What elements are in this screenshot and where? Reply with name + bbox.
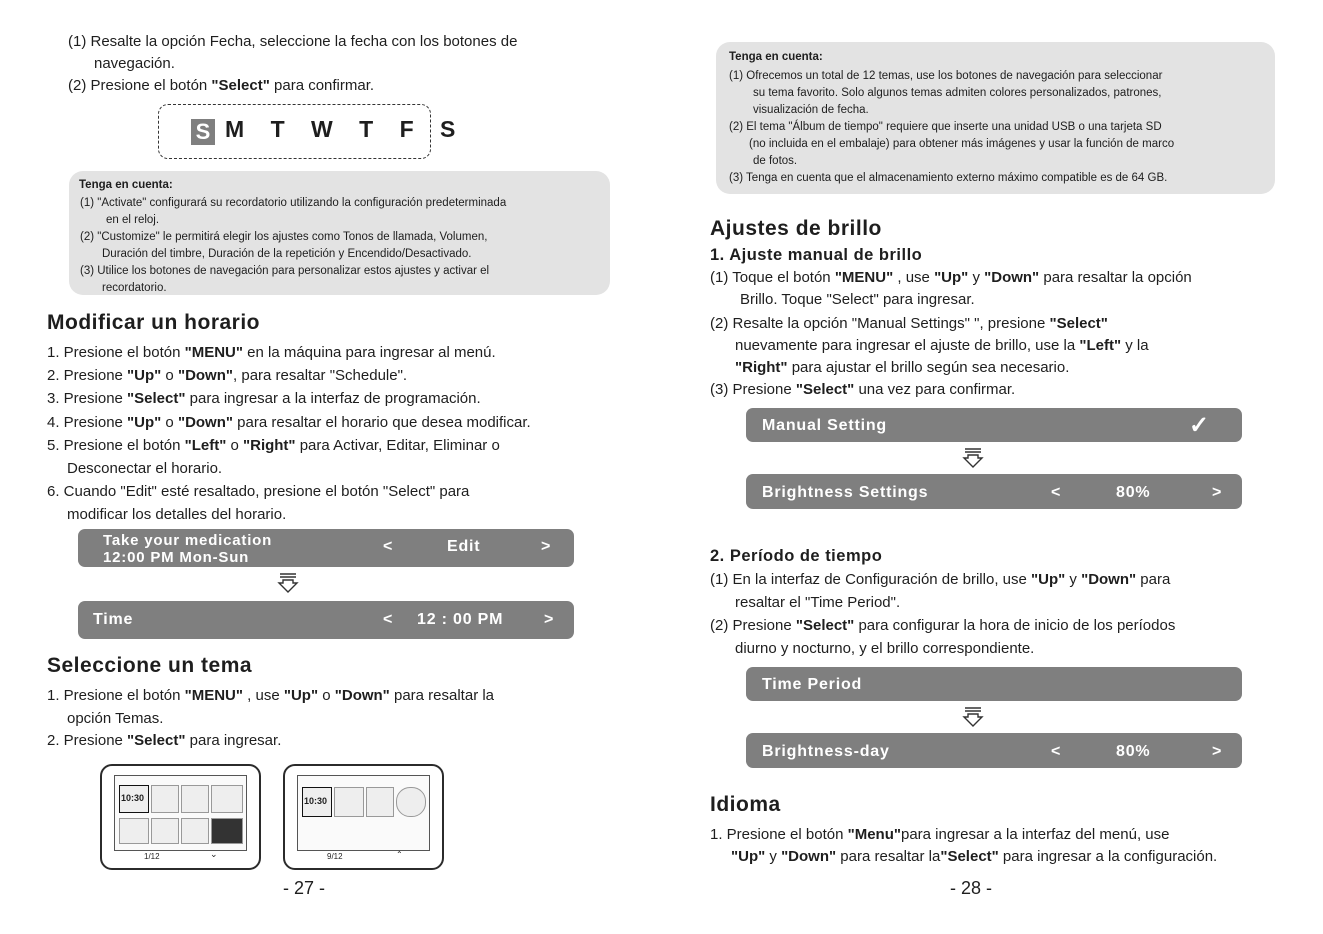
button-name: "Up" bbox=[127, 413, 162, 431]
text-run: para configurar la hora de inicio de los períodos bbox=[854, 617, 1176, 634]
text-run: para ingresar a la interfaz de programación. bbox=[185, 390, 481, 408]
text-run: 2. Presione bbox=[47, 367, 128, 385]
text-run: y la bbox=[1121, 337, 1149, 354]
text-run: , para resaltar "Schedule". bbox=[233, 367, 408, 385]
text-run: para resaltar la opción bbox=[1039, 269, 1192, 286]
text-run: o bbox=[318, 687, 335, 704]
button-name: "Select" bbox=[127, 732, 186, 749]
bar-value: 80% bbox=[1116, 743, 1151, 760]
text-run: en la máquina para ingresar al menú. bbox=[242, 344, 496, 361]
text-run: Desconectar el horario. bbox=[67, 460, 223, 478]
bar-value: Edit bbox=[447, 538, 481, 555]
tema-steps bbox=[47, 685, 494, 753]
step-line bbox=[47, 480, 531, 503]
text-run: y bbox=[1065, 571, 1082, 588]
step-line bbox=[47, 341, 531, 364]
subheading-periodo: 2. Período de tiempo bbox=[710, 547, 883, 565]
step-line bbox=[710, 313, 1192, 335]
text-run: para ingresar a la interfaz del menú, use bbox=[900, 826, 1170, 843]
text-run: Brillo. Toque "Select" para ingresar. bbox=[740, 291, 975, 308]
note-title: Tenga en cuenta: bbox=[79, 179, 173, 191]
text-run: opción Temas. bbox=[67, 709, 164, 727]
weekday: F bbox=[399, 116, 424, 142]
weekday: W bbox=[311, 116, 343, 142]
button-name: "Select" bbox=[795, 617, 855, 634]
chevron-left-icon: < bbox=[1051, 484, 1062, 501]
text-run: (2) Presione bbox=[710, 617, 796, 634]
weekday-highlight: S bbox=[191, 119, 215, 145]
bar-value: 12 : 00 PM bbox=[417, 611, 504, 628]
step-line bbox=[47, 434, 531, 457]
check-icon: ✓ bbox=[1189, 412, 1210, 439]
step-line bbox=[47, 364, 531, 387]
device-screen bbox=[297, 775, 430, 851]
step-line bbox=[68, 31, 517, 53]
device-page-indicator: 1/12 bbox=[144, 852, 160, 861]
step-line bbox=[47, 685, 494, 708]
manual-steps bbox=[710, 267, 1192, 401]
text-run: resaltar el "Time Period". bbox=[735, 593, 901, 611]
theme-tile bbox=[396, 787, 426, 817]
arrow-down-icon bbox=[962, 706, 984, 728]
page-number-left: - 27 - bbox=[283, 878, 326, 898]
text-run: diurno y nocturno, y el brillo correspondiente. bbox=[735, 639, 1035, 657]
text-run: para confirmar. bbox=[269, 77, 375, 94]
chevron-down-icon: ⌄ bbox=[210, 849, 218, 859]
bar-value: 80% bbox=[1116, 484, 1151, 501]
text-run: (2) Resalte la opción "Manual Settings" ", presione bbox=[710, 315, 1050, 332]
button-name: "Down" bbox=[1081, 571, 1137, 588]
text-run: 1. Presione el botón bbox=[47, 687, 185, 704]
note-line: (no incluida en el embalaje) para obtener más imágenes y usar la función de marco bbox=[749, 138, 1175, 150]
note-line: su tema favorito. Solo algunos temas admiten colores personalizados, patrones, bbox=[753, 87, 1162, 99]
bar-line2: 12:00 PM Mon-Sun bbox=[103, 549, 250, 566]
text-run: navegación. bbox=[94, 55, 175, 72]
text-run: 5. Presione el botón bbox=[47, 436, 185, 454]
chevron-right-icon: > bbox=[544, 611, 555, 628]
text-run: para resaltar la bbox=[836, 848, 941, 865]
text-run: , use bbox=[242, 687, 284, 704]
text-run: Resalte la opción Fecha, seleccione la fecha con los botones de bbox=[90, 33, 518, 50]
text-run: y bbox=[765, 848, 782, 865]
button-name: "Up" bbox=[283, 687, 319, 704]
note-line: (3) Tenga en cuenta que el almacenamiento externo máximo compatible es de 64 GB. bbox=[729, 172, 1168, 184]
button-name: "Left" bbox=[1079, 337, 1122, 354]
note-line: (1) "Activate" configurará su recordatorio utilizando la configuración predeterminada bbox=[80, 197, 507, 209]
button-name: "Select" bbox=[940, 848, 999, 865]
note-line: (2) El tema "Álbum de tiempo" requiere que inserte una unidad USB o una tarjeta SD bbox=[729, 121, 1162, 133]
text-run: 1. Presione el botón bbox=[710, 826, 848, 843]
theme-tile bbox=[211, 818, 243, 844]
button-name: "Right" bbox=[243, 436, 296, 454]
bar-manual-setting bbox=[746, 408, 1242, 442]
note-line: en el reloj. bbox=[106, 214, 160, 226]
step-line bbox=[710, 379, 1192, 401]
step-line bbox=[47, 387, 531, 410]
button-name: "Up" bbox=[1031, 571, 1066, 588]
text-run: para ingresar a la configuración. bbox=[998, 848, 1218, 865]
step-line bbox=[68, 75, 517, 97]
theme-tile bbox=[151, 818, 179, 844]
device-page-indicator: 9/12 bbox=[327, 852, 343, 861]
button-name: "Down" bbox=[984, 269, 1040, 286]
device-theme-menu bbox=[100, 764, 261, 870]
text-run: (1) En la interfaz de Configuración de brillo, use bbox=[710, 571, 1032, 588]
theme-tile bbox=[181, 818, 209, 844]
heading-idioma: Idioma bbox=[710, 793, 781, 816]
chevron-left-icon: < bbox=[1051, 743, 1062, 760]
chevron-right-icon: > bbox=[541, 538, 552, 555]
idioma-steps bbox=[710, 824, 1217, 868]
text-run: para Activar, Editar, Eliminar o bbox=[295, 436, 500, 454]
text-run: para resaltar el horario que desea modificar. bbox=[233, 413, 531, 431]
text-run: 4. Presione bbox=[47, 413, 128, 431]
text-run: Presione el botón bbox=[90, 77, 212, 94]
horario-steps bbox=[47, 341, 531, 527]
button-name: "Select" bbox=[211, 77, 270, 94]
note-line: (2) "Customize" le permitirá elegir los ajustes como Tonos de llamada, Volumen, bbox=[80, 231, 488, 243]
step-line bbox=[47, 730, 494, 753]
bar-label: Manual Setting bbox=[762, 417, 887, 434]
arrow-down-icon bbox=[962, 447, 984, 469]
button-name: "Left" bbox=[184, 436, 227, 454]
text-run: para ingresar. bbox=[185, 732, 282, 749]
fecha-steps bbox=[68, 31, 517, 97]
heading-modificar-horario: Modificar un horario bbox=[47, 311, 261, 334]
text-run: o bbox=[161, 367, 178, 385]
weekday: T bbox=[359, 116, 384, 142]
step-line bbox=[710, 267, 1192, 289]
button-name: "Select" bbox=[127, 390, 186, 408]
text-run: , use bbox=[893, 269, 935, 286]
step-line bbox=[710, 615, 1175, 638]
note-themes bbox=[716, 42, 1275, 194]
button-name: "Down" bbox=[781, 848, 837, 865]
button-name: "Select" bbox=[795, 381, 855, 398]
device-screen bbox=[114, 775, 247, 851]
bar-medication bbox=[78, 529, 574, 567]
text-run: para bbox=[1136, 571, 1171, 588]
step-line bbox=[710, 824, 1217, 846]
chevron-up-icon: ⌃ bbox=[396, 850, 403, 859]
weekday-selector bbox=[158, 104, 466, 159]
button-name: "Down" bbox=[177, 413, 234, 431]
subheading-ajuste-manual: 1. Ajuste manual de brillo bbox=[710, 246, 923, 264]
chevron-left-icon: < bbox=[383, 538, 394, 555]
text-run: modificar los detalles del horario. bbox=[67, 506, 287, 524]
chevron-right-icon: > bbox=[1212, 484, 1223, 501]
bar-label: Brightness-day bbox=[762, 743, 890, 760]
weekday: M bbox=[225, 116, 255, 142]
note-line: recordatorio. bbox=[102, 282, 167, 294]
note-line: (3) Utilice los botones de navegación para personalizar estos ajustes y activar el bbox=[80, 265, 490, 277]
text-run: 3. Presione bbox=[47, 390, 128, 408]
bar-brightness-day bbox=[746, 733, 1242, 768]
button-name: "Menu" bbox=[847, 826, 901, 843]
text-run: 1. Presione el botón bbox=[47, 344, 185, 361]
note-reminder bbox=[69, 171, 610, 295]
step-line bbox=[710, 289, 1192, 311]
step-line bbox=[47, 411, 531, 434]
text-run: (3) Presione bbox=[710, 381, 796, 398]
tile-time: 10:30 bbox=[304, 796, 328, 806]
button-name: "Up" bbox=[127, 367, 162, 385]
arrow-down-icon bbox=[277, 572, 299, 594]
theme-tile bbox=[211, 785, 243, 813]
step-line bbox=[710, 638, 1175, 661]
button-name: "MENU" bbox=[184, 344, 243, 361]
weekday: T bbox=[270, 116, 295, 142]
step-line bbox=[710, 569, 1175, 592]
text-run: o bbox=[161, 413, 178, 431]
theme-tile bbox=[366, 787, 394, 817]
text-run: (1) Toque el botón bbox=[710, 269, 835, 286]
button-name: "Right" bbox=[735, 359, 788, 376]
chevron-right-icon: > bbox=[1212, 743, 1223, 760]
step-line bbox=[710, 335, 1192, 357]
note-line: (1) Ofrecemos un total de 12 temas, use los botones de navegación para seleccionar bbox=[729, 70, 1163, 82]
theme-tile bbox=[334, 787, 364, 817]
step-line bbox=[47, 457, 531, 480]
text-run: y bbox=[968, 269, 985, 286]
bar-time-period bbox=[746, 667, 1242, 701]
chevron-left-icon: < bbox=[383, 611, 394, 628]
button-name: "Select" bbox=[1049, 315, 1108, 332]
periodo-steps bbox=[710, 569, 1175, 660]
device-theme-menu bbox=[283, 764, 444, 870]
bar-label: Time Period bbox=[762, 676, 863, 693]
button-name: "Up" bbox=[934, 269, 969, 286]
text-run: una vez para confirmar. bbox=[854, 381, 1016, 398]
theme-tile bbox=[119, 818, 149, 844]
step-line bbox=[47, 503, 531, 526]
heading-seleccione-tema: Seleccione un tema bbox=[47, 654, 253, 677]
heading-ajustes-brillo: Ajustes de brillo bbox=[710, 217, 882, 240]
bar-brightness-settings bbox=[746, 474, 1242, 509]
button-name: "Up" bbox=[731, 848, 766, 865]
bar-label: Time bbox=[93, 611, 134, 628]
step-number: (2) bbox=[68, 77, 91, 94]
theme-tile bbox=[302, 787, 332, 817]
button-name: "Down" bbox=[177, 367, 234, 385]
note-title: Tenga en cuenta: bbox=[729, 51, 823, 63]
step-number: (1) bbox=[68, 33, 91, 50]
note-line: de fotos. bbox=[753, 155, 798, 167]
button-name: "MENU" bbox=[184, 687, 243, 704]
text-run: 2. Presione bbox=[47, 732, 128, 749]
theme-tile bbox=[181, 785, 209, 813]
note-line: Duración del timbre, Duración de la repetición y Encendido/Desactivado. bbox=[102, 248, 472, 260]
text-run: 6. Cuando "Edit" esté resaltado, presione el botón "Select" para bbox=[47, 483, 470, 501]
bar-label: Brightness Settings bbox=[762, 484, 929, 501]
weekday-letters bbox=[225, 116, 465, 143]
page-number-right: - 28 - bbox=[950, 878, 993, 898]
button-name: "Down" bbox=[334, 687, 390, 704]
step-line bbox=[710, 357, 1192, 379]
theme-tile bbox=[151, 785, 179, 813]
text-run: nuevamente para ingresar el ajuste de brillo, use la bbox=[735, 337, 1080, 354]
weekday: S bbox=[440, 116, 466, 142]
text-run: para resaltar la bbox=[389, 687, 495, 704]
bar-line1: Take your medication bbox=[103, 532, 273, 549]
button-name: "MENU" bbox=[834, 269, 894, 286]
bar-time bbox=[78, 601, 574, 639]
text-run: o bbox=[226, 436, 243, 454]
step-line bbox=[68, 53, 517, 75]
step-line bbox=[710, 846, 1217, 868]
note-line: visualización de fecha. bbox=[753, 104, 869, 116]
step-line bbox=[47, 708, 494, 731]
step-line bbox=[710, 592, 1175, 615]
text-run: para ajustar el brillo según sea necesario. bbox=[787, 359, 1070, 376]
tile-time: 10:30 bbox=[121, 793, 145, 803]
theme-tile bbox=[119, 785, 149, 813]
